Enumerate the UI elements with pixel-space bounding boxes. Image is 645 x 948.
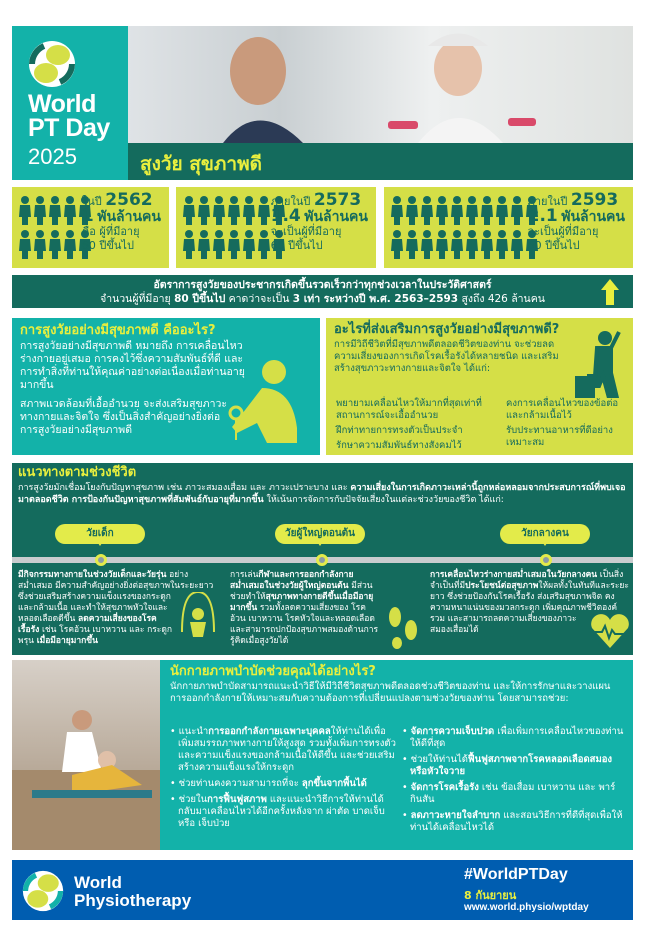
list-item: • ช่วยให้ท่านได้ฟื้นฟูสภาพจากโรคหลอดเลือดสมองหรือหัวใจวาย <box>402 754 613 777</box>
section-heading: การสูงวัยอย่างมีสุขภาพดี คืออะไร? <box>20 323 216 338</box>
person-icon <box>391 196 403 225</box>
person-icon <box>466 196 478 225</box>
person-icon <box>19 230 31 259</box>
page-title: สูงวัย สุขภาพดี <box>128 143 633 180</box>
therapist-assisting-senior-image <box>12 660 160 850</box>
person-icon <box>228 230 240 259</box>
person-icon <box>406 196 418 225</box>
section-heading: แนวทางตามช่วงชีวิต <box>18 465 137 480</box>
footer <box>12 860 633 920</box>
person-icon <box>391 230 403 259</box>
logo-title: World PT Day <box>28 90 110 142</box>
person-icon <box>481 230 493 259</box>
jump-rope-icon <box>178 592 218 642</box>
list-item: • จัดการความเจ็บปวด เพื่อเพิ่มการเคลื่อนไหวของท่านให้ดีที่สุด <box>402 726 624 749</box>
person-icon <box>421 230 433 259</box>
environment-text: สภาพแวดล้อมที่เอื้ออำนวย จะส่งเสริมสุขภาวะทางกายและจิตใจ ซึ่งเป็นสิ่งสำคัญอย่างยิ่งต่อการสูงวัยอย่างมีสุขภาพดี <box>20 398 228 436</box>
person-icon <box>496 230 508 259</box>
life-intro: การสูงวัยมักเชื่อมโยงกับปัญหาสุขภาพ เช่น ภาวะสมองเสื่อม และ ภาวะเปราะบาง และ ความเสี่ยงในการเกิดภาวะเหล่านี้ถูกหล่อหลอมจากประสบการณ์ที่พบเจอมาตลอดชีวิต การป้องกันปัญหาสุขภาพที่สัมพันธ์กับอายุที่มากขึ้น ให้เน้นการจัดการกับปัจจัยเสี่ยงในแต่ละช่วงวัยของชีวิต ได้แก่: <box>18 483 626 505</box>
arrow-up-icon <box>601 279 619 305</box>
list-item: • จัดการโรคเรื้อรัง เช่น ข้อเสื่อม เบาหวาน และ พาร์กินสัน <box>402 782 616 805</box>
physiotherapy-session-photo <box>12 660 160 850</box>
section-heading: อะไรที่ส่งเสริมการสูงวัยอย่างมีสุขภาพดี? <box>334 322 560 337</box>
person-icon <box>49 196 61 225</box>
promote-item: รับประทานอาหารที่ดีอย่างเหมาะสม <box>506 425 613 448</box>
footprints-icon <box>385 605 420 650</box>
person-icon <box>34 196 46 225</box>
list-item: • ช่วยในการฟื้นฟูสภาพ และแนะนำวิธีการให้ท่านได้กลับมาเคลื่อนไหวได้อีกครั้งหลังจาก ผ่าตัด บาดเจ็บ หรือ เจ็บป่วย <box>170 794 385 829</box>
website-link[interactable]: www.world.physio/wptday <box>464 902 589 913</box>
physio-help-list-left <box>170 726 400 834</box>
person-icon <box>198 230 210 259</box>
person-icon <box>466 230 478 259</box>
event-date: 8 กันยายน <box>464 889 517 902</box>
timeline-dot <box>316 554 328 566</box>
promote-item: ฝึกท่าทายการทรงตัวเป็นประจำ <box>336 425 463 436</box>
person-icon <box>243 230 255 259</box>
physio-intro: นักกายภาพบำบัดสามารถแนะนำวิธีให้มีวิถีชีวิตสุขภาพดีตลอดช่วงชีวิตของท่าน และให้การรักษาและวางแผนการออกกำลังกายให้เหมาะสมกับความต้องการที่เปลี่ยนแปลงตามช่วงวัยของท่าน โดยสามารถช่วย: <box>170 681 611 704</box>
stage-young-adult: วัยผู้ใหญ่ตอนต้น <box>275 524 365 544</box>
promote-item: รักษาความสัมพันธ์ทางสังคมไว้ <box>336 440 462 451</box>
person-icon <box>421 196 433 225</box>
person-icon <box>436 230 448 259</box>
person-icon <box>183 196 195 225</box>
world-physio-logo-icon <box>28 40 76 88</box>
person-icon <box>213 196 225 225</box>
definition-text: การสูงวัยอย่างมีสุขภาพดี หมายถึง การเคลื่อนไหวร่างกายอยู่เสมอ การคงไว้ซึ่งความสัมพันธ์ที่ดี และการทำสิ่งที่ท่านให้คุณค่าอย่างต่อเนื่องเมื่อท่านอายุมากขึ้น <box>20 340 245 391</box>
person-icon <box>481 196 493 225</box>
section-heading: นักกายภาพบำบัดช่วยคุณได้อย่างไร? <box>170 664 376 679</box>
person-icon <box>19 196 31 225</box>
person-icon <box>511 230 523 259</box>
person-icon <box>436 196 448 225</box>
person-icon <box>258 196 270 225</box>
person-icon <box>34 230 46 259</box>
climbing-step-person-icon <box>575 328 625 398</box>
person-icon <box>183 230 195 259</box>
promote-healthy-ageing <box>326 318 633 455</box>
person-icon <box>451 196 463 225</box>
young-adult-text: การเล่นกีฬาและการออกกำลังกายสม่ำเสมอในช่วงวัยผู้ใหญ่ตอนต้น มีส่วนช่วยทำให้สุขภาพทางกายดีขึ้นเมื่อมีอายุมากขึ้น รวมทั้งลดความเสี่ยงของ โรคอ้วน เบาหวาน โรคหัวใจและหลอดเลือด และสามารถปกป้องสุขภาพสมองด้านการรู้คิดเมื่อสูงวัยได้ <box>230 570 379 646</box>
world-physiotherapy-logo-icon <box>22 870 64 912</box>
physio-and-senior-photo <box>128 26 633 143</box>
person-icon <box>49 230 61 259</box>
person-icon <box>496 196 508 225</box>
ageing-rate-banner: อัตราการสูงวัยของประชากรเกิดขึ้นรวดเร็วกว่าทุกช่วงเวลาในประวัติศาสตร์ จำนวนผู้ที่มีอายุ 80 ปีขึ้นไป คาดว่าจะเป็น 3 เท่า ระหว่างปี พ.ศ. 2563–2593 สูงถึง 426 ล้านคน <box>12 275 633 308</box>
person-icon <box>511 196 523 225</box>
timeline-dot <box>540 554 552 566</box>
person-icon <box>198 196 210 225</box>
list-item: • ช่วยท่านคงความสามารถที่จะ ลุกขึ้นจากพื้นได้ <box>170 778 367 789</box>
people-group-icon <box>390 195 550 259</box>
stat-card-2593: ภายในปี 2593 2.1 พันล้านคน จะเป็นผู้ที่มีอายุ 60 ปีขึ้นไป <box>384 187 633 268</box>
stage-childhood: วัยเด็ก <box>55 524 145 544</box>
list-item: • แนะนำการออกกำลังกายเฉพาะบุคคลให้ท่านได้เพื่อเพิ่มสมรรถภาพทางกายให้สูงสุด รวมทั้งเพิ่มการทรงตัวและความแข็งแรงของกล้ามเนื้อให้ดีขึ้น และช่วยเสริมสร้างความแข็งแรงให้กระดูก <box>170 726 396 773</box>
physio-help-section <box>160 660 633 850</box>
stage-midlife: วัยกลางคน <box>500 524 590 544</box>
healthy-ageing-definition <box>12 318 320 455</box>
promote-intro: การมีวิถีชีวิตที่มีสุขภาพดีตลอดชีวิตของท่าน จะช่วยลดความเสี่ยงของการเกิดโรคเรื้อรังได้หลายชนิด และเสริมสร้างสุขภาวะทางกายและจิตใจ ได้แก่: <box>334 339 559 374</box>
list-item: • ลดภาวะหายใจลำบาก และสอนวิธีการที่ดีที่สุดเพื่อให้ท่านได้เคลื่อนไหวได้ <box>402 810 623 833</box>
hashtag: #WorldPTDay <box>464 866 568 883</box>
world-pt-day-logo-panel <box>12 26 128 180</box>
person-icon <box>406 230 418 259</box>
childhood-text: มีกิจกรรมทางกายในช่วงวัยเด็กและวัยรุ่น อย่างสม่ำเสมอ มีความสำคัญอย่างยิ่งต่อสุขภาพในระยะยาวซึ่งช่วยเสริมสร้างความแข็งแรงของกระดูกและกล้ามเนื้อ และทำให้สุขภาพหัวใจและหลอดเลือดดีขึ้น ลดความเสี่ยงของโรคเรื้อรัง เช่น โรคอ้วน เบาหวาน และ กระดูกพรุน เมื่อมีอายุมากขึ้น <box>18 570 218 647</box>
person-icon <box>64 196 76 225</box>
midlife-text: การเคลื่อนไหวร่างกายสม่ำเสมอในวัยกลางคน เป็นสิ่งจำเป็นที่มีประโยชน์ต่อสุขภาพให้ผลทั้งในทันทีและระยะยาว ซึ่งช่วยป้องกันโรคเรื้อรัง ส่งเสริมสุขภาพจิต คงความหนาแน่นของมวลกระดูก เพิ่มคุณภาพชีวิตองค์รวม และสามารถลดความเสี่ยงของภาวะสมองเสื่อมได้ <box>430 570 630 648</box>
person-icon <box>258 230 270 259</box>
promote-item: คงการเคลื่อนไหวของข้อต่อและกล้ามเนื้อไว้ <box>506 398 619 421</box>
timeline-dot <box>95 554 107 566</box>
logo-year: 2025 <box>28 144 77 169</box>
org-name: World Physiotherapy <box>74 873 192 910</box>
gardening-person-icon <box>222 358 312 448</box>
person-icon <box>228 196 240 225</box>
heart-rate-icon <box>590 614 630 648</box>
person-icon <box>243 196 255 225</box>
stat-card-2573: ภายในปี 2573 1.4 พันล้านคน จะเป็นผู้ที่มีอายุ 60 ปีขึ้นไป <box>176 187 376 268</box>
header-photo <box>128 26 633 143</box>
person-icon <box>451 230 463 259</box>
person-icon <box>64 230 76 259</box>
person-icon <box>213 230 225 259</box>
stat-card-2562: ในปี 2562 1 พันล้านคน คือ ผู้ที่มีอายุ 60 ปีขึ้นไป <box>12 187 169 268</box>
promote-item: พยายามเคลื่อนไหวให้มากที่สุดเท่าที่สถานการณ์จะเอื้ออำนวย <box>336 398 482 421</box>
physio-help-list-right <box>402 726 624 838</box>
